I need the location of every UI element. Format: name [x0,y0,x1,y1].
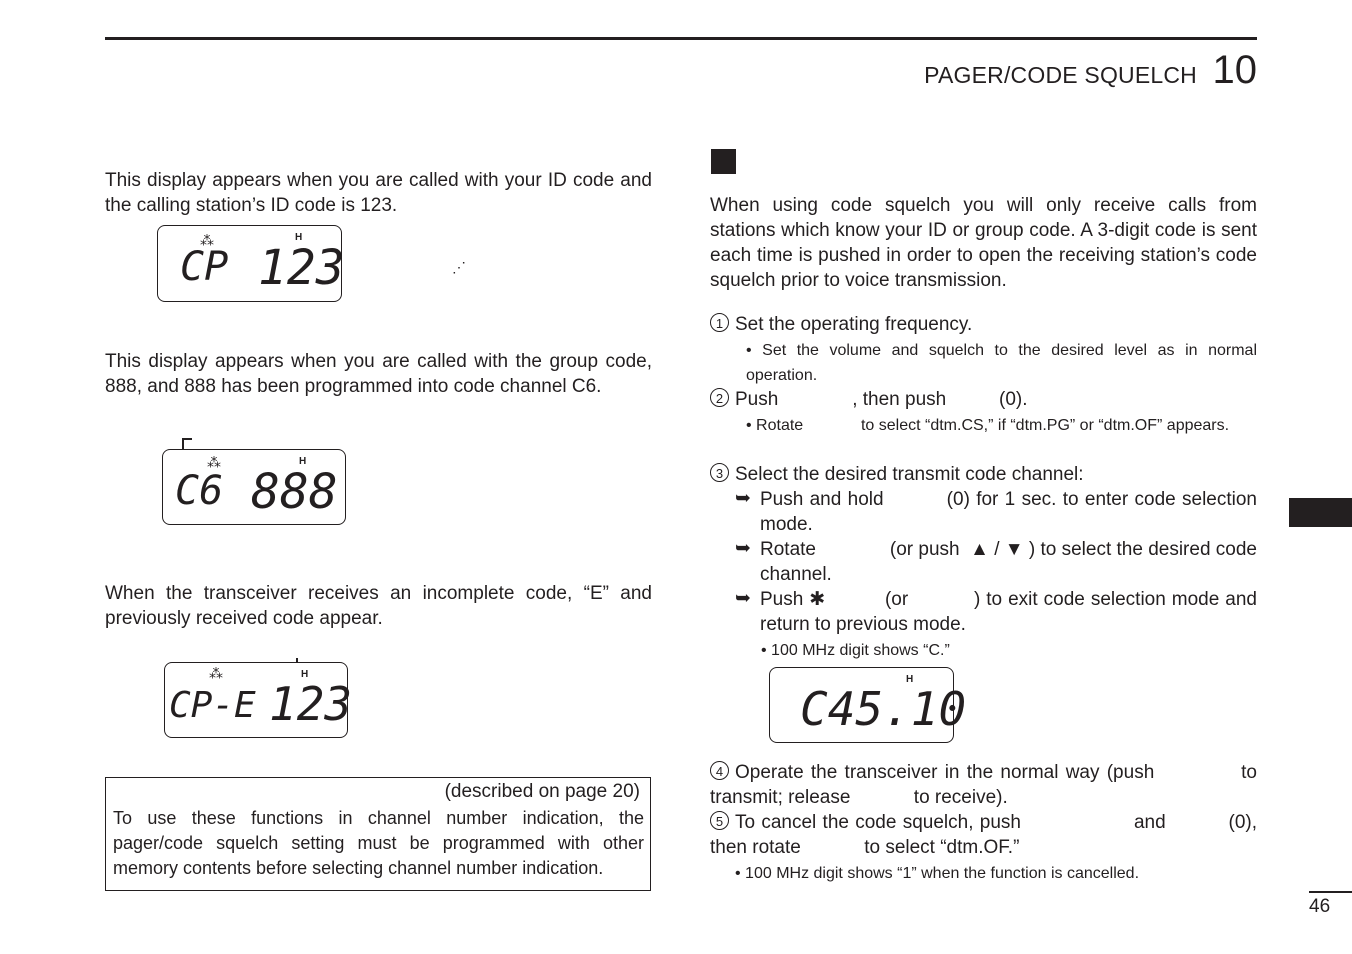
lcd-text: C45.10 [800,682,967,736]
arrow-bullet-icon: ➥ [735,588,751,609]
bullet-rotate: Rotate (or push ▲ / ▼ ) to select the desired code channel. [760,539,1263,585]
lcd-display-id-call [157,225,345,302]
step-3 [710,462,1257,487]
signal-icon: ⁂ [200,232,214,248]
bullet-exit: Push ✱ (or ) to exit code selection mode and return to previous mode. [760,589,1263,635]
step-number: 3 [710,463,729,482]
step-number: 2 [710,388,729,407]
high-power-mark: H [906,674,914,685]
lcd-left-text: CP-E [169,685,256,726]
step-text: Operate the transceiver in the normal way (push to transmit; release to receive). [710,762,1263,808]
step-text: Set the operating frequency. [735,314,973,335]
lcd-right-text: 123 [258,240,345,296]
section-square-bullet [711,149,736,174]
step-2-note: • Rotate to select “dtm.CS,” if “dtm.PG” or “dtm.OF” appears. [746,417,1230,434]
step-5 [710,810,1263,860]
page-number: 46 [1309,896,1331,917]
note-body: To use these functions in channel number indication, the pager/code squelch setting must be programmed with other memory contents before selecting channel number indication. [113,808,644,878]
header-rule [105,37,1257,40]
signal-icon: ⁂ [207,454,221,470]
high-power-mark: H [295,232,303,243]
intro-paragraph: When using code squelch you will only receive calls from stations which know your ID or group code. A 3-digit code is sent each time is pushed in order to open the receiving station’s code squelch prior to voice transmission. [710,195,1257,291]
bullet-hold: Push and hold (0) for 1 sec. to enter code selection mode. [760,489,1263,535]
step-1-note: • Set the volume and squelch to the desired level as in normal operation. [746,342,1257,384]
lcd-display-group-call [162,449,346,525]
note-box [105,777,651,891]
high-power-mark: H [299,456,307,467]
step-text: Push , then push (0). [735,389,1028,410]
signal-icon: ⁂ [209,665,223,681]
step-number: 4 [710,761,729,780]
lcd-right-text: 123 [269,677,353,731]
paragraph-incomplete-code: When the transceiver receives an incomplete code, “E” and previously received code appear. [105,583,652,629]
high-power-mark: H [301,669,309,680]
step-5-note: • 100 MHz digit shows “1” when the function is cancelled. [735,865,1140,882]
note-title: (described on page 20) [444,781,640,802]
lcd-left-text: C6 [175,468,224,514]
step-2 [710,387,1257,412]
step-text: To cancel the code squelch, push and (0), then rotate to select “dtm.OF.” [710,812,1263,858]
step-number: 5 [710,811,729,830]
arrow-bullet-icon: ➥ [735,538,751,559]
pointer-line [182,438,192,440]
lcd-display-incomplete [164,662,353,738]
section-tab [1289,498,1352,527]
lcd-right-text: 888 [251,464,338,520]
step-text: Select the desired transmit code channel: [735,464,1084,485]
step-number: 1 [710,313,729,332]
lcd-display-code-channel [769,667,967,743]
paragraph-group-call: This display appears when you are called with the group code, 888, and 888 has been programmed into code channel C6. [105,351,652,397]
lcd-left-text: CP [180,244,229,290]
step-1 [710,312,1257,337]
section-title: PAGER/CODE SQUELCH [924,62,1197,88]
arrow-bullet-icon: ➥ [735,488,751,509]
bullet-note: • 100 MHz digit shows “C.” [761,642,950,659]
step-4 [710,760,1263,810]
signal-icon: ⋰ [452,259,466,275]
section-number: 10 [1212,48,1257,92]
paragraph-id-call: This display appears when you are called with your ID code and the calling station’s ID code is 123. [105,170,652,216]
page-number-rule [1309,891,1352,893]
